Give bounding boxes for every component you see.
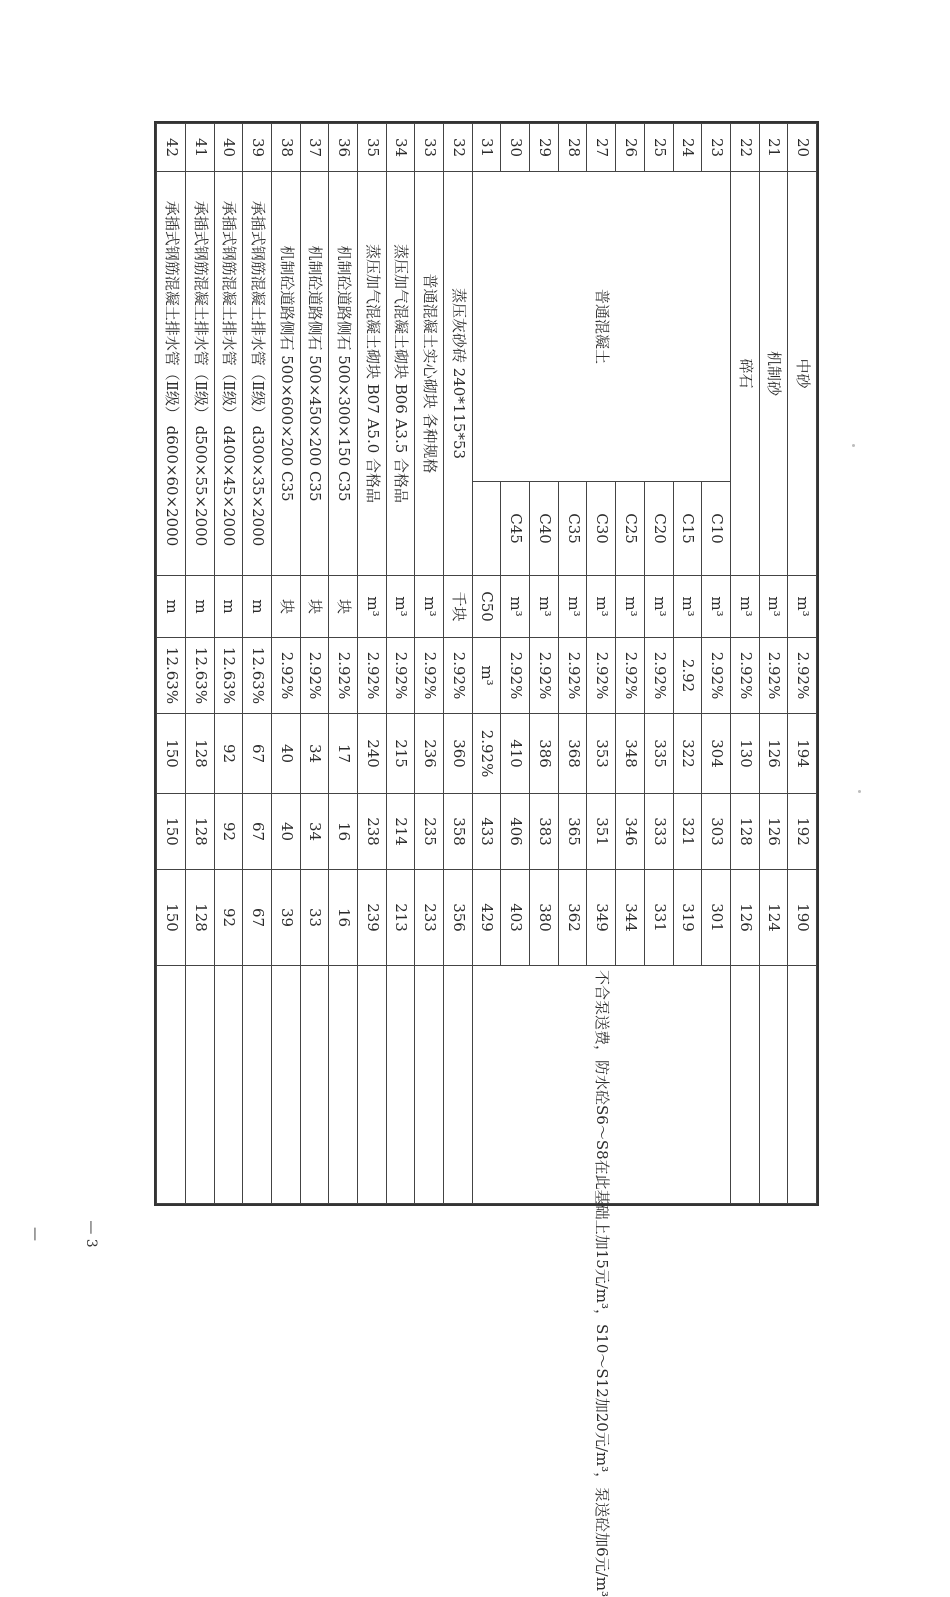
price-1: 433 (472, 794, 501, 870)
grade-cell: C50 (472, 576, 501, 638)
price-3: 124 (759, 870, 788, 966)
grade-cell: C30 (587, 482, 616, 576)
price-1: 348 (616, 714, 645, 794)
unit-cell: m³ (788, 576, 817, 638)
price-3: 150 (157, 870, 186, 966)
price-3: 301 (702, 870, 731, 966)
price-1: 126 (759, 714, 788, 794)
grade-cell: C20 (644, 482, 673, 576)
note-cell-empty (788, 966, 817, 1204)
rate-cell: 2.92% (730, 638, 759, 714)
rate-cell: 12.63% (185, 638, 214, 714)
row-number: 40 (214, 124, 243, 172)
material-name: 碎石 (730, 172, 759, 576)
unit-cell: m³ (501, 576, 530, 638)
scan-speck (852, 444, 855, 447)
row-number: 20 (788, 124, 817, 172)
price-3: 213 (386, 870, 415, 966)
price-3: 233 (415, 870, 444, 966)
unit-cell: m³ (673, 576, 702, 638)
price-1: 335 (644, 714, 673, 794)
price-3: 380 (530, 870, 559, 966)
price-1: 34 (300, 714, 329, 794)
price-2: 16 (329, 794, 358, 870)
price-2: 406 (501, 794, 530, 870)
table-row (185, 124, 214, 1204)
material-name: 普通混凝土实心砌块 各种规格 (415, 172, 444, 576)
price-1: 304 (702, 714, 731, 794)
rate-cell: 2.92% (587, 638, 616, 714)
note-cell-empty (214, 966, 243, 1204)
price-1: 194 (788, 714, 817, 794)
unit-cell: m³ (759, 576, 788, 638)
price-3: 403 (501, 870, 530, 966)
price-2: 150 (157, 794, 186, 870)
price-2: 92 (214, 794, 243, 870)
price-table (156, 123, 817, 1597)
unit-cell: 块 (271, 576, 300, 638)
price-3: 190 (788, 870, 817, 966)
price-1: 67 (243, 714, 272, 794)
note-cell-empty (157, 966, 186, 1204)
price-1: 40 (271, 714, 300, 794)
row-number: 37 (300, 124, 329, 172)
note-cell-empty (759, 966, 788, 1204)
price-3: 239 (358, 870, 387, 966)
price-1: 128 (185, 714, 214, 794)
row-number: 42 (157, 124, 186, 172)
price-2: 383 (530, 794, 559, 870)
rate-cell: 2.92% (530, 638, 559, 714)
rate-cell: 12.63% (157, 638, 186, 714)
note-cell-empty (271, 966, 300, 1204)
row-number: 38 (271, 124, 300, 172)
row-number: 30 (501, 124, 530, 172)
price-3: 67 (243, 870, 272, 966)
price-3: 16 (329, 870, 358, 966)
unit-cell: m³ (730, 576, 759, 638)
price-2: 126 (759, 794, 788, 870)
row-number: 22 (730, 124, 759, 172)
rate-cell: 2.92% (271, 638, 300, 714)
row-number: 39 (243, 124, 272, 172)
note-cell-empty (329, 966, 358, 1204)
rate-cell: 2.92% (300, 638, 329, 714)
price-3: 344 (616, 870, 645, 966)
table-row (788, 124, 817, 1204)
row-number: 29 (530, 124, 559, 172)
table-row (386, 124, 415, 1204)
table-row (271, 124, 300, 1204)
table-row (759, 124, 788, 1204)
rate-cell: 2.92% (644, 638, 673, 714)
price-3: 33 (300, 870, 329, 966)
row-number: 24 (673, 124, 702, 172)
row-number: 28 (558, 124, 587, 172)
rate-cell: 2.92% (329, 638, 358, 714)
price-1: 410 (501, 714, 530, 794)
price-3: 362 (558, 870, 587, 966)
row-number: 35 (358, 124, 387, 172)
table-row (214, 124, 243, 1204)
unit-cell: m (185, 576, 214, 638)
unit-cell: m³ (415, 576, 444, 638)
table-row (329, 124, 358, 1204)
price-2: 333 (644, 794, 673, 870)
row-number: 27 (587, 124, 616, 172)
price-2: 346 (616, 794, 645, 870)
unit-cell: 块 (329, 576, 358, 638)
grade-cell: C40 (530, 482, 559, 576)
price-3: 128 (185, 870, 214, 966)
price-1: 236 (415, 714, 444, 794)
grade-cell: C15 (673, 482, 702, 576)
grade-cell: C45 (501, 482, 530, 576)
page-number: — 3 — (27, 1220, 99, 1248)
rate-cell: 12.63% (214, 638, 243, 714)
row-number: 33 (415, 124, 444, 172)
table-row (358, 124, 387, 1204)
rate-cell: 2.92% (501, 638, 530, 714)
price-2: 238 (358, 794, 387, 870)
price-1: 240 (358, 714, 387, 794)
rate-cell: 2.92% (558, 638, 587, 714)
material-name: 机制砼道路侧石 500×300×150 C35 (329, 172, 358, 576)
price-2: 358 (444, 794, 473, 870)
unit-cell: m³ (386, 576, 415, 638)
unit-cell: 块 (300, 576, 329, 638)
price-2: 40 (271, 794, 300, 870)
rate-cell: 2.92% (415, 638, 444, 714)
row-number: 21 (759, 124, 788, 172)
price-1: 92 (214, 714, 243, 794)
unit-cell: m³ (358, 576, 387, 638)
price-1: 360 (444, 714, 473, 794)
price-2: 321 (673, 794, 702, 870)
price-2: 303 (702, 794, 731, 870)
table-row (415, 124, 444, 1204)
rate-cell: 2.92% (444, 638, 473, 714)
price-2: 67 (243, 794, 272, 870)
rate-cell: 12.63% (243, 638, 272, 714)
note-cell-empty (444, 966, 473, 1204)
rate-cell: 2.92% (702, 638, 731, 714)
material-name: 机制砼道路侧石 500×600×200 C35 (271, 172, 300, 576)
note-cell-empty (300, 966, 329, 1204)
row-number: 36 (329, 124, 358, 172)
price-2: 34 (300, 794, 329, 870)
row-number: 25 (644, 124, 673, 172)
grade-cell: C25 (616, 482, 645, 576)
price-1: 150 (157, 714, 186, 794)
note-cell-empty (358, 966, 387, 1204)
price-3: 92 (214, 870, 243, 966)
table-row (702, 124, 731, 1204)
material-name: 机制砂 (759, 172, 788, 576)
material-name: 蒸压加气混凝土砌块 B06 A3.5 合格品 (386, 172, 415, 576)
rate-cell: 2.92% (358, 638, 387, 714)
note-cell-empty (730, 966, 759, 1204)
price-2: 128 (730, 794, 759, 870)
row-number: 31 (472, 124, 501, 172)
price-1: 215 (386, 714, 415, 794)
unit-cell: m³ (530, 576, 559, 638)
material-name: 蒸压加气混凝土砌块 B07 A5.0 合格品 (358, 172, 387, 576)
unit-cell: m³ (587, 576, 616, 638)
price-1: 17 (329, 714, 358, 794)
note-cell-empty (415, 966, 444, 1204)
price-1: 368 (558, 714, 587, 794)
price-2: 365 (558, 794, 587, 870)
table-row (157, 124, 186, 1204)
row-number: 26 (616, 124, 645, 172)
scan-speck (858, 790, 861, 793)
rate-cell: 2.92% (472, 714, 501, 794)
unit-cell: m³ (558, 576, 587, 638)
material-name: 中砂 (788, 172, 817, 576)
row-number: 23 (702, 124, 731, 172)
material-name: 承插式钢筋混凝土排水管（Ⅱ级） d600×60×2000 (157, 172, 186, 576)
unit-cell: m³ (702, 576, 731, 638)
unit-cell: m³ (616, 576, 645, 638)
row-number: 34 (386, 124, 415, 172)
price-1: 322 (673, 714, 702, 794)
price-1: 130 (730, 714, 759, 794)
price-2: 192 (788, 794, 817, 870)
note-cell-empty (185, 966, 214, 1204)
material-name-concrete: 普通混凝土 (472, 172, 730, 482)
rate-cell: 2.92% (616, 638, 645, 714)
unit-cell: m³ (472, 638, 501, 714)
price-3: 126 (730, 870, 759, 966)
remark-note: 不合泵送费，防水砼S6～S8在此基础上加15元/m³，S10～S12加20元/m³，泵送砼加6元/m³ (472, 966, 730, 1204)
rate-cell: 2.92% (759, 638, 788, 714)
material-name: 承插式钢筋混凝土排水管（Ⅱ级） d400×45×2000 (214, 172, 243, 576)
price-3: 349 (587, 870, 616, 966)
unit-cell: m (157, 576, 186, 638)
rate-cell: 2.92 (673, 638, 702, 714)
note-cell-empty (386, 966, 415, 1204)
price-2: 235 (415, 794, 444, 870)
table-row (444, 124, 473, 1204)
price-2: 128 (185, 794, 214, 870)
row-number: 41 (185, 124, 214, 172)
price-2: 429 (472, 870, 501, 966)
unit-cell: m (214, 576, 243, 638)
material-name-empty (472, 482, 501, 576)
unit-cell: 千块 (444, 576, 473, 638)
unit-cell: m³ (644, 576, 673, 638)
price-1: 353 (587, 714, 616, 794)
row-number: 32 (444, 124, 473, 172)
price-3: 319 (673, 870, 702, 966)
price-3: 356 (444, 870, 473, 966)
material-name: 承插式钢筋混凝土排水管（Ⅱ级） d300×35×2000 (243, 172, 272, 576)
table-row (730, 124, 759, 1204)
material-name: 承插式钢筋混凝土排水管（Ⅱ级） d500×55×2000 (185, 172, 214, 576)
price-2: 351 (587, 794, 616, 870)
price-1: 386 (530, 714, 559, 794)
price-2: 214 (386, 794, 415, 870)
price-3: 331 (644, 870, 673, 966)
rate-cell: 2.92% (788, 638, 817, 714)
note-cell-empty (243, 966, 272, 1204)
grade-cell: C10 (702, 482, 731, 576)
table-row (300, 124, 329, 1204)
rotated-table-wrapper (156, 123, 817, 1597)
table-row (243, 124, 272, 1204)
grade-cell: C35 (558, 482, 587, 576)
unit-cell: m (243, 576, 272, 638)
material-name: 机制砼道路侧石 500×450×200 C35 (300, 172, 329, 576)
rate-cell: 2.92% (386, 638, 415, 714)
price-3: 39 (271, 870, 300, 966)
material-name: 蒸压灰砂砖 240*115*53 (444, 172, 473, 576)
